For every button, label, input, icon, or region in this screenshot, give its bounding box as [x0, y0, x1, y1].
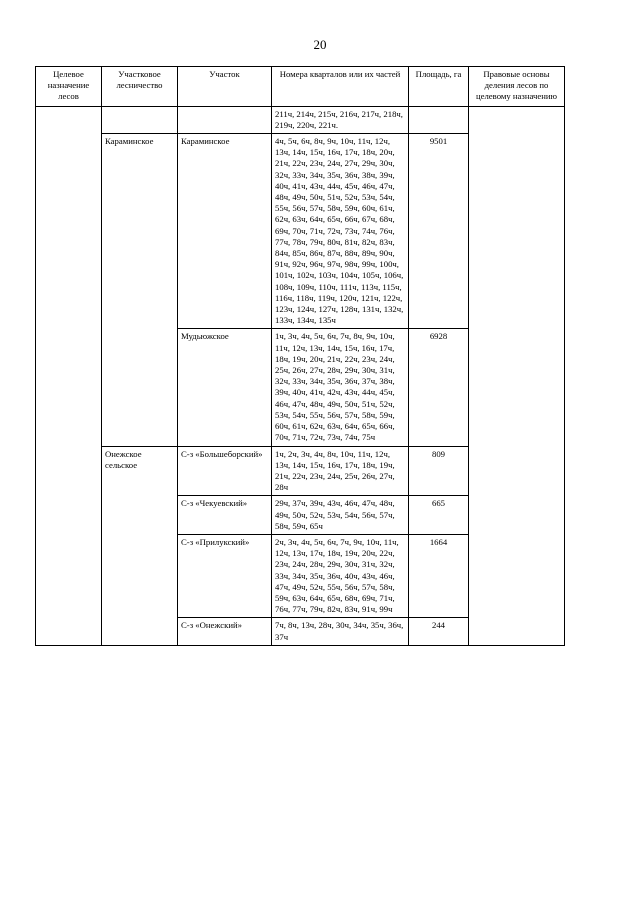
- legal-cell: [469, 106, 565, 645]
- area-cell: 244: [409, 618, 469, 645]
- page-number: 20: [313, 37, 327, 52]
- section-cell: С-з «Онежский»: [178, 618, 272, 645]
- quarters-cell: 2ч, 3ч, 4ч, 5ч, 6ч, 7ч, 9ч, 10ч, 11ч, 12ч, 13ч, 17ч, 18ч, 19ч, 20ч, 22ч, 23ч, 24ч, 28ч, 29ч, 30ч, 31ч, 32ч, 33ч, 34ч, 35ч, 36ч, 40ч, 43ч, 46ч, 47ч, 49ч, 52ч, 55ч, 56ч, 57ч, 58ч, 59ч, 63ч, 64ч, 65ч, 68ч, 69ч, 71ч, 76ч, 77ч, 79ч, 82ч, 83ч, 91ч, 99ч: [272, 534, 409, 617]
- quarters-cell: 211ч, 214ч, 215ч, 216ч, 217ч, 218ч, 219ч, 220ч, 221ч.: [272, 106, 409, 133]
- purpose-cell: [36, 106, 102, 645]
- area-cell: 6928: [409, 329, 469, 446]
- quarters-cell: 1ч, 3ч, 4ч, 5ч, 6ч, 7ч, 8ч, 9ч, 10ч, 11ч, 12ч, 13ч, 14ч, 15ч, 16ч, 17ч, 18ч, 19ч, 20ч, 21ч, 22ч, 23ч, 24ч, 25ч, 26ч, 27ч, 28ч, 29ч, 30ч, 31ч, 32ч, 33ч, 34ч, 35ч, 36ч, 37ч, 38ч, 39ч, 40ч, 41ч, 42ч, 43ч, 44ч, 45ч, 46ч, 47ч, 48ч, 49ч, 50ч, 51ч, 52ч, 53ч, 54ч, 55ч, 56ч, 57ч, 58ч, 59ч, 60ч, 61ч, 62ч, 63ч, 64ч, 65ч, 66ч, 70ч, 71ч, 72ч, 73ч, 74ч, 75ч: [272, 329, 409, 446]
- area-cell: 9501: [409, 134, 469, 329]
- section-cell: [178, 106, 272, 133]
- header-quarters: Номера кварталов или их частей: [272, 67, 409, 107]
- area-cell: 809: [409, 446, 469, 496]
- district-cell: [102, 106, 178, 133]
- section-cell: С-з «Чекуевский»: [178, 496, 272, 535]
- section-cell: Мудьюжское: [178, 329, 272, 446]
- header-section: Участок: [178, 67, 272, 107]
- district-cell: Онежское сельское: [102, 446, 178, 645]
- section-cell: С-з «Прилукский»: [178, 534, 272, 617]
- header-purpose: Целевое назначение лесов: [36, 67, 102, 107]
- quarters-cell: 1ч, 2ч, 3ч, 4ч, 8ч, 10ч, 11ч, 12ч, 13ч, 14ч, 15ч, 16ч, 17ч, 18ч, 19ч, 21ч, 22ч, 23ч, 24ч, 25ч, 26ч, 27ч, 28ч: [272, 446, 409, 496]
- quarters-cell: 4ч, 5ч, 6ч, 8ч, 9ч, 10ч, 11ч, 12ч, 13ч, 14ч, 15ч, 16ч, 17ч, 18ч, 20ч, 21ч, 22ч, 23ч, 24ч, 27ч, 29ч, 30ч, 32ч, 33ч, 34ч, 35ч, 36ч, 38ч, 39ч, 40ч, 41ч, 43ч, 44ч, 45ч, 46ч, 47ч, 48ч, 49ч, 50ч, 51ч, 52ч, 53ч, 54ч, 55ч, 56ч, 57ч, 58ч, 59ч, 60ч, 61ч, 62ч, 63ч, 64ч, 65ч, 66ч, 67ч, 68ч, 69ч, 70ч, 71ч, 72ч, 73ч, 74ч, 76ч, 77ч, 78ч, 79ч, 80ч, 81ч, 82ч, 83ч, 84ч, 85ч, 86ч, 87ч, 88ч, 89ч, 90ч, 91ч, 92ч, 96ч, 97ч, 98ч, 99ч, 100ч, 101ч, 102ч, 103ч, 104ч, 105ч, 106ч, 108ч, 109ч, 110ч, 111ч, 113ч, 115ч, 116ч, 118ч, 119ч, 120ч, 121ч, 122ч, 123ч, 124ч, 127ч, 128ч, 131ч, 132ч, 133ч, 134ч, 135ч: [272, 134, 409, 329]
- district-cell: Караминское: [102, 134, 178, 446]
- header-row: [36, 67, 565, 107]
- quarters-cell: 29ч, 37ч, 39ч, 43ч, 46ч, 47ч, 48ч, 49ч, 50ч, 52ч, 53ч, 54ч, 56ч, 57ч, 58ч, 59ч, 65ч: [272, 496, 409, 535]
- table-row: [36, 106, 565, 133]
- header-legal: Правовые основы деления лесов по целевому назначению: [469, 67, 565, 107]
- forest-division-table: [35, 66, 565, 646]
- table-header: [36, 67, 565, 107]
- quarters-cell: 7ч, 8ч, 13ч, 28ч, 30ч, 34ч, 35ч, 36ч, 37ч: [272, 618, 409, 645]
- area-cell: 665: [409, 496, 469, 535]
- header-district: Участковое лесничество: [102, 67, 178, 107]
- area-cell: [409, 106, 469, 133]
- header-area: Площадь, га: [409, 67, 469, 107]
- section-cell: Караминское: [178, 134, 272, 329]
- section-cell: С-з «Большеборский»: [178, 446, 272, 496]
- area-cell: 1664: [409, 534, 469, 617]
